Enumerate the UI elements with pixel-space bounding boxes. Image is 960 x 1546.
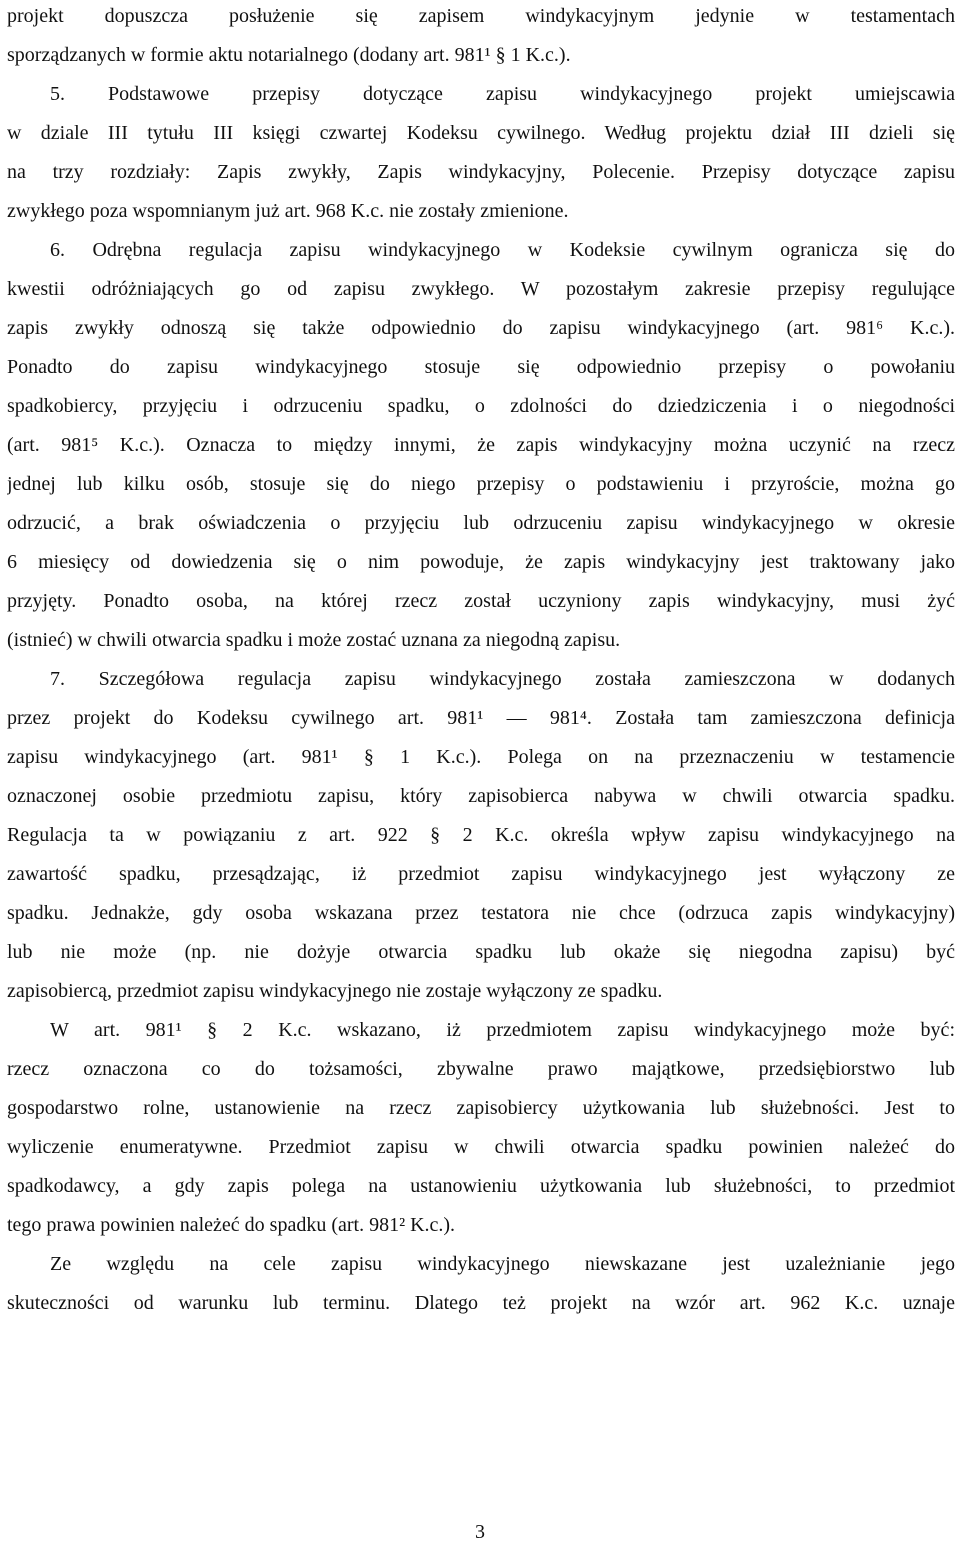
- text-line: spadkobiercy, przyjęciu i odrzuceniu spadku, o zdolności do dziedziczenia i o niegodności: [7, 395, 955, 417]
- page-number: 3: [475, 1521, 485, 1543]
- text-line: 5. Podstawowe przepisy dotyczące zapisu windykacyjnego projekt umiejscawia: [50, 83, 955, 105]
- text-line: Ponadto do zapisu windykacyjnego stosuje się odpowiednio przepisy o powołaniu: [7, 356, 955, 378]
- text-line: zawartość spadku, przesądzając, iż przedmiot zapisu windykacyjnego jest wyłączony ze: [7, 863, 955, 885]
- text-line: wyliczenie enumeratywne. Przedmiot zapisu w chwili otwarcia spadku powinien należeć do: [7, 1136, 955, 1158]
- text-line: przyjęty. Ponadto osoba, na której rzecz został uczyniony zapis windykacyjny, musi żyć: [7, 590, 955, 612]
- text-line: spadkodawcy, a gdy zapis polega na ustanowieniu użytkowania lub służebności, to przedmiot: [7, 1175, 955, 1197]
- text-line: gospodarstwo rolne, ustanowienie na rzecz zapisobiercy użytkowania lub służebności. Jest to: [7, 1097, 955, 1119]
- text-line: tego prawa powinien należeć do spadku (art. 981² K.c.).: [7, 1214, 456, 1236]
- text-line: 6. Odrębna regulacja zapisu windykacyjnego w Kodeksie cywilnym ogranicza się do: [50, 239, 955, 261]
- text-line: Regulacja ta w powiązaniu z art. 922 § 2 K.c. określa wpływ zapisu windykacyjnego na: [7, 824, 955, 846]
- text-line: skuteczności od warunku lub terminu. Dlatego też projekt na wzór art. 962 K.c. uznaje: [7, 1292, 955, 1314]
- text-line: Ze względu na cele zapisu windykacyjnego niewskazane jest uzależnianie jego: [50, 1253, 955, 1275]
- text-line: zapis zwykły odnoszą się także odpowiednio do zapisu windykacyjnego (art. 981⁶ K.c.).: [7, 317, 955, 339]
- text-line: 7. Szczegółowa regulacja zapisu windykacyjnego została zamieszczona w dodanych: [50, 668, 955, 690]
- text-line: zwykłego poza wspomnianym już art. 968 K.c. nie zostały zmienione.: [7, 200, 569, 222]
- text-line: rzecz oznaczona co do tożsamości, zbywalne prawo majątkowe, przedsiębiorstwo lub: [7, 1058, 955, 1080]
- text-line: zapisobiercą, przedmiot zapisu windykacyjnego nie zostaje wyłączony ze spadku.: [7, 980, 663, 1002]
- text-line: jednej lub kilku osób, stosuje się do niego przepisy o podstawieniu i przyroście, można go: [7, 473, 955, 495]
- text-line: lub nie może (np. nie dożyje otwarcia spadku lub okaże się niegodna zapisu) być: [7, 941, 955, 963]
- text-line: na trzy rozdziały: Zapis zwykły, Zapis windykacyjny, Polecenie. Przepisy dotyczące zapisu: [7, 161, 955, 183]
- text-line: odrzucić, a brak oświadczenia o przyjęciu lub odrzuceniu zapisu windykacyjnego w okresie: [7, 512, 955, 534]
- text-line: projekt dopuszcza posłużenie się zapisem windykacyjnym jedynie w testamentach: [7, 5, 955, 27]
- text-line: W art. 981¹ § 2 K.c. wskazano, iż przedmiotem zapisu windykacyjnego może być:: [50, 1019, 955, 1041]
- text-line: (art. 981⁵ K.c.). Oznacza to między innymi, że zapis windykacyjny można uczynić na rzecz: [7, 434, 955, 456]
- text-line: spadku. Jednakże, gdy osoba wskazana przez testatora nie chce (odrzuca zapis windykacyjny): [7, 902, 955, 924]
- text-line: zapisu windykacyjnego (art. 981¹ § 1 K.c.). Polega on na przeznaczeniu w testamencie: [7, 746, 955, 768]
- text-line: przez projekt do Kodeksu cywilnego art. 981¹ — 981⁴. Została tam zamieszczona definicja: [7, 707, 955, 729]
- text-line: oznaczonej osobie przedmiotu zapisu, który zapisobierca nabywa w chwili otwarcia spadku.: [7, 785, 955, 807]
- text-line: sporządzanych w formie aktu notarialnego (dodany art. 981¹ § 1 K.c.).: [7, 44, 571, 66]
- text-line: (istnieć) w chwili otwarcia spadku i może zostać uznana za niegodną zapisu.: [7, 629, 621, 651]
- text-line: w dziale III tytułu III księgi czwartej Kodeksu cywilnego. Według projektu dział III dzieli się: [7, 122, 955, 144]
- text-line: kwestii odróżniających go od zapisu zwykłego. W pozostałym zakresie przepisy regulujące: [7, 278, 955, 300]
- text-line: 6 miesięcy od dowiedzenia się o nim powoduje, że zapis windykacyjny jest traktowany jako: [7, 551, 955, 573]
